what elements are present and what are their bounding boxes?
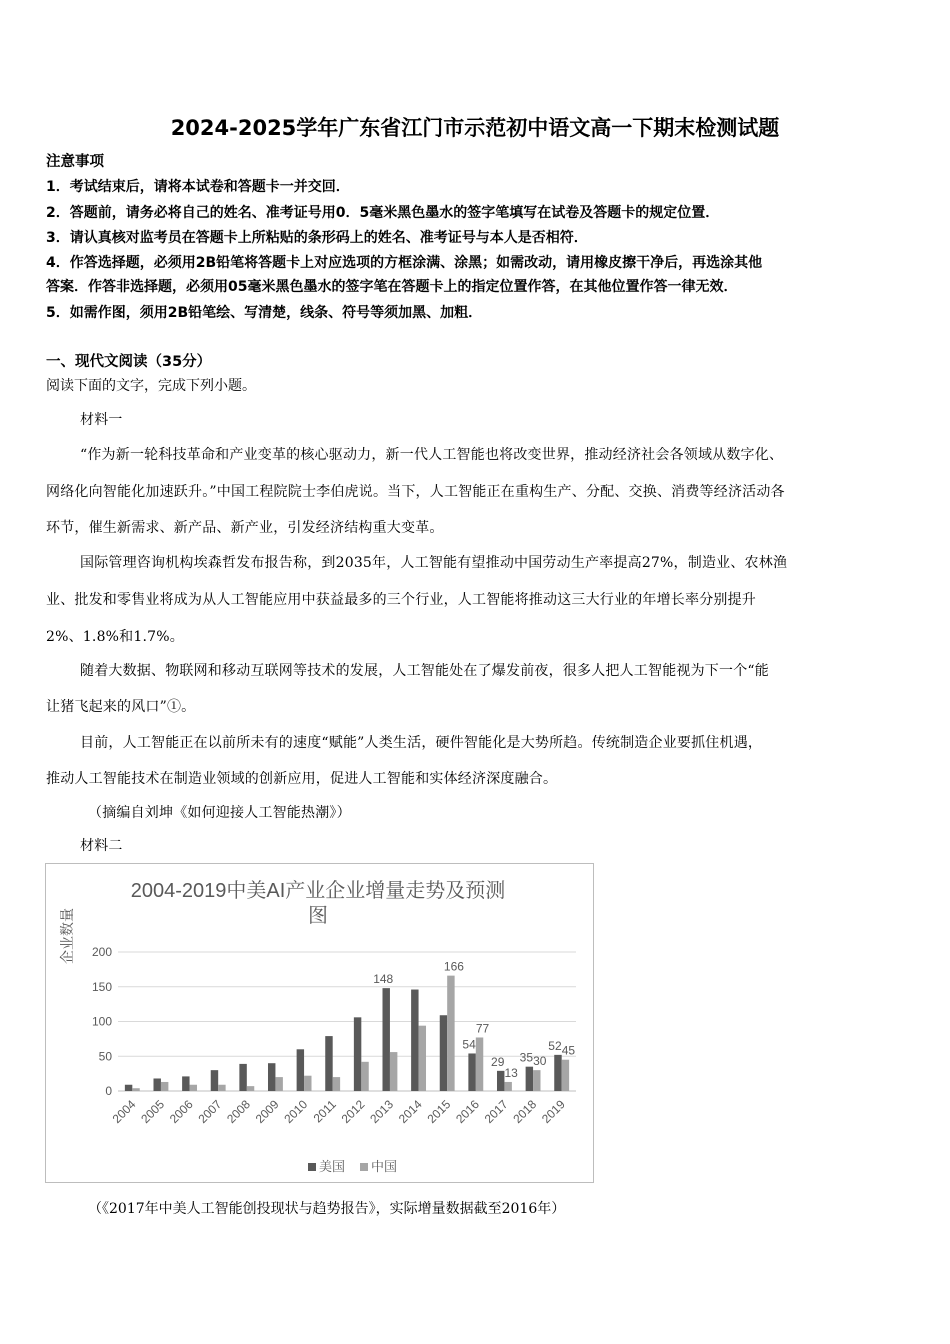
material1-label: 材料一 xyxy=(80,412,123,428)
paragraph-line: 国际管理咨询机构埃森哲发布报告称，到2035年，人工智能有望推动中国劳动生产率提高27%，制造业、农林渔 xyxy=(80,555,788,571)
chart-bar xyxy=(504,1082,511,1091)
chart-data-label: 52 xyxy=(548,1038,562,1053)
paragraph-line: 网络化向智能化加速跃升。”中国工程院院士李伯虎说。当下，人工智能正在重构生产、分配、交换、消费等经济活动各 xyxy=(46,484,785,500)
chart-title-line1: 2004-2019中美AI产业企业增量走势及预测 xyxy=(130,880,506,902)
chart-legend-label: 中国 xyxy=(371,1159,398,1174)
citation: （摘编自刘坤《如何迎接人工智能热潮》） xyxy=(88,805,351,821)
chart-bar xyxy=(132,1088,139,1091)
chart-bar xyxy=(268,1063,275,1091)
chart-xtick-label: 2009 xyxy=(252,1097,282,1127)
chart-bar xyxy=(447,976,454,1091)
chart-bar xyxy=(382,988,389,1091)
chart-bar xyxy=(562,1060,569,1091)
chart-data-label: 45 xyxy=(561,1043,576,1058)
chart-bar xyxy=(153,1078,160,1091)
notice-item: 2．答题前，请务必将自己的姓名、准考证号用0．5毫米黑色墨水的签字笔填写在试卷及答题卡的规定位置． xyxy=(46,205,720,221)
notice-heading: 注意事项 xyxy=(46,154,104,170)
chart-xtick-label: 2005 xyxy=(138,1097,168,1127)
chart-xtick-label: 2008 xyxy=(224,1097,253,1127)
notice-item: 3．请认真核对监考员在答题卡上所粘贴的条形码上的姓名、准考证号与本人是否相符． xyxy=(46,230,588,246)
chart-ytick-label: 0 xyxy=(105,1084,112,1098)
paragraph-line: “作为新一轮科技革命和产业变革的核心驱动力，新一代人工智能也将改变世界，推动经济社会各领域从数字化、 xyxy=(80,447,784,463)
chart-xtick-label: 2016 xyxy=(453,1097,482,1127)
chart-bar xyxy=(304,1076,311,1091)
chart-bar xyxy=(476,1037,483,1091)
chart-data-label: 77 xyxy=(475,1021,490,1036)
chart-bar xyxy=(468,1053,475,1091)
chart-data-label: 148 xyxy=(373,972,394,987)
chart-legend-swatch xyxy=(360,1163,368,1171)
chart-bar xyxy=(533,1070,540,1091)
notice-item: 5．如需作图，须用2B铅笔绘、写清楚，线条、符号等须加黑、加粗． xyxy=(46,305,483,321)
chart-legend-swatch xyxy=(308,1163,316,1171)
ai-enterprise-chart xyxy=(45,863,594,1183)
chart-bar xyxy=(125,1085,132,1091)
chart-data-label: 166 xyxy=(443,959,464,974)
chart-xtick-label: 2018 xyxy=(510,1097,540,1127)
chart-xtick-label: 2007 xyxy=(195,1097,225,1127)
section-heading: 一、现代文阅读（35分） xyxy=(46,354,212,370)
chart-bar xyxy=(218,1085,225,1091)
paragraph-line: 目前，人工智能正在以前所未有的速度“赋能”人类生活，硬件智能化是大势所趋。传统制造企业要抓住机遇， xyxy=(80,735,763,751)
chart-bar xyxy=(297,1049,304,1091)
chart-bar xyxy=(526,1067,533,1091)
paragraph-line: 让猪飞起来的风口”①。 xyxy=(46,699,196,715)
chart-ytick-label: 150 xyxy=(91,979,112,994)
chart-xtick-label: 2006 xyxy=(166,1097,196,1127)
notice-item: 答案．作答非选择题，必须用05毫米黑色墨水的签字笔在答题卡上的指定位置作答，在其他位置作答一律无效． xyxy=(46,279,738,295)
notice-item: 1．考试结束后，请将本试卷和答题卡一并交回． xyxy=(46,179,350,195)
paragraph-line: 推动人工智能技术在制造业领域的创新应用，促进人工智能和实体经济深度融合。 xyxy=(46,771,558,787)
chart-bar xyxy=(275,1077,282,1091)
chart-xtick-label: 2017 xyxy=(481,1097,511,1127)
chart-xtick-label: 2019 xyxy=(539,1097,568,1127)
chart-bar xyxy=(361,1062,368,1091)
chart-bar xyxy=(211,1070,218,1091)
chart-xtick-label: 2004 xyxy=(109,1097,139,1127)
chart-bar xyxy=(325,1036,332,1091)
chart-data-label: 54 xyxy=(462,1037,476,1052)
chart-bar xyxy=(239,1064,246,1091)
material2-label: 材料二 xyxy=(80,838,123,854)
chart-data-label: 29 xyxy=(491,1054,505,1069)
chart-data-label: 35 xyxy=(519,1050,534,1065)
chart-bar xyxy=(390,1052,397,1091)
chart-data-label: 30 xyxy=(533,1054,547,1069)
exam-title: 2024-2025学年广东省江门市示范初中语文高一下期末检测试题 xyxy=(170,116,780,140)
notice-item: 4．作答选择题，必须用2B铅笔将答题卡上对应选项的方框涂满、涂黑；如需改动，请用橡皮擦干净后，再选涂其他 xyxy=(46,255,763,271)
chart-ylabel: 企业数量 xyxy=(59,908,75,964)
chart-bar xyxy=(554,1055,561,1091)
chart-xtick-label: 2014 xyxy=(395,1097,425,1127)
paragraph-line: 随着大数据、物联网和移动互联网等技术的发展，人工智能处在了爆发前夜，很多人把人工智能视为下一个“能 xyxy=(80,663,769,679)
section-instruction: 阅读下面的文字，完成下列小题。 xyxy=(46,378,256,394)
chart-ytick-label: 200 xyxy=(91,945,112,959)
chart-data-label: 13 xyxy=(504,1065,518,1080)
chart-bar xyxy=(333,1077,340,1091)
chart-bar xyxy=(182,1076,189,1091)
chart-xtick-label: 2015 xyxy=(424,1097,454,1127)
chart-xtick-label: 2013 xyxy=(367,1097,397,1127)
paragraph-line: 业、批发和零售业将成为从人工智能应用中获益最多的三个行业，人工智能将推动这三大行业的年增长率分别提升 xyxy=(46,592,756,608)
chart-legend-label: 美国 xyxy=(319,1159,346,1174)
chart-canvas xyxy=(46,864,593,1182)
chart-xtick-label: 2012 xyxy=(338,1097,368,1127)
chart-bar xyxy=(411,990,418,1091)
chart-ytick-label: 50 xyxy=(98,1049,112,1064)
chart-bar xyxy=(440,1015,447,1091)
chart-bar xyxy=(161,1082,168,1091)
chart-bar xyxy=(354,1017,361,1091)
chart-title-line2: 图 xyxy=(308,905,328,927)
chart-ytick-label: 100 xyxy=(91,1014,112,1029)
chart-xtick-label: 2010 xyxy=(281,1097,311,1127)
chart-bar xyxy=(419,1026,426,1091)
chart-xtick-label: 2011 xyxy=(310,1097,339,1126)
chart-bar xyxy=(497,1071,504,1091)
paragraph-line: 2%、1.8%和1.7%。 xyxy=(46,629,184,645)
paragraph-line: 环节，催生新需求、新产品、新产业，引发经济结构重大变革。 xyxy=(46,520,444,536)
chart-source-note: （《2017年中美人工智能创投现状与趋势报告》，实际增量数据截至2016年） xyxy=(88,1201,566,1217)
chart-bar xyxy=(247,1086,254,1091)
chart-bar xyxy=(190,1085,197,1091)
